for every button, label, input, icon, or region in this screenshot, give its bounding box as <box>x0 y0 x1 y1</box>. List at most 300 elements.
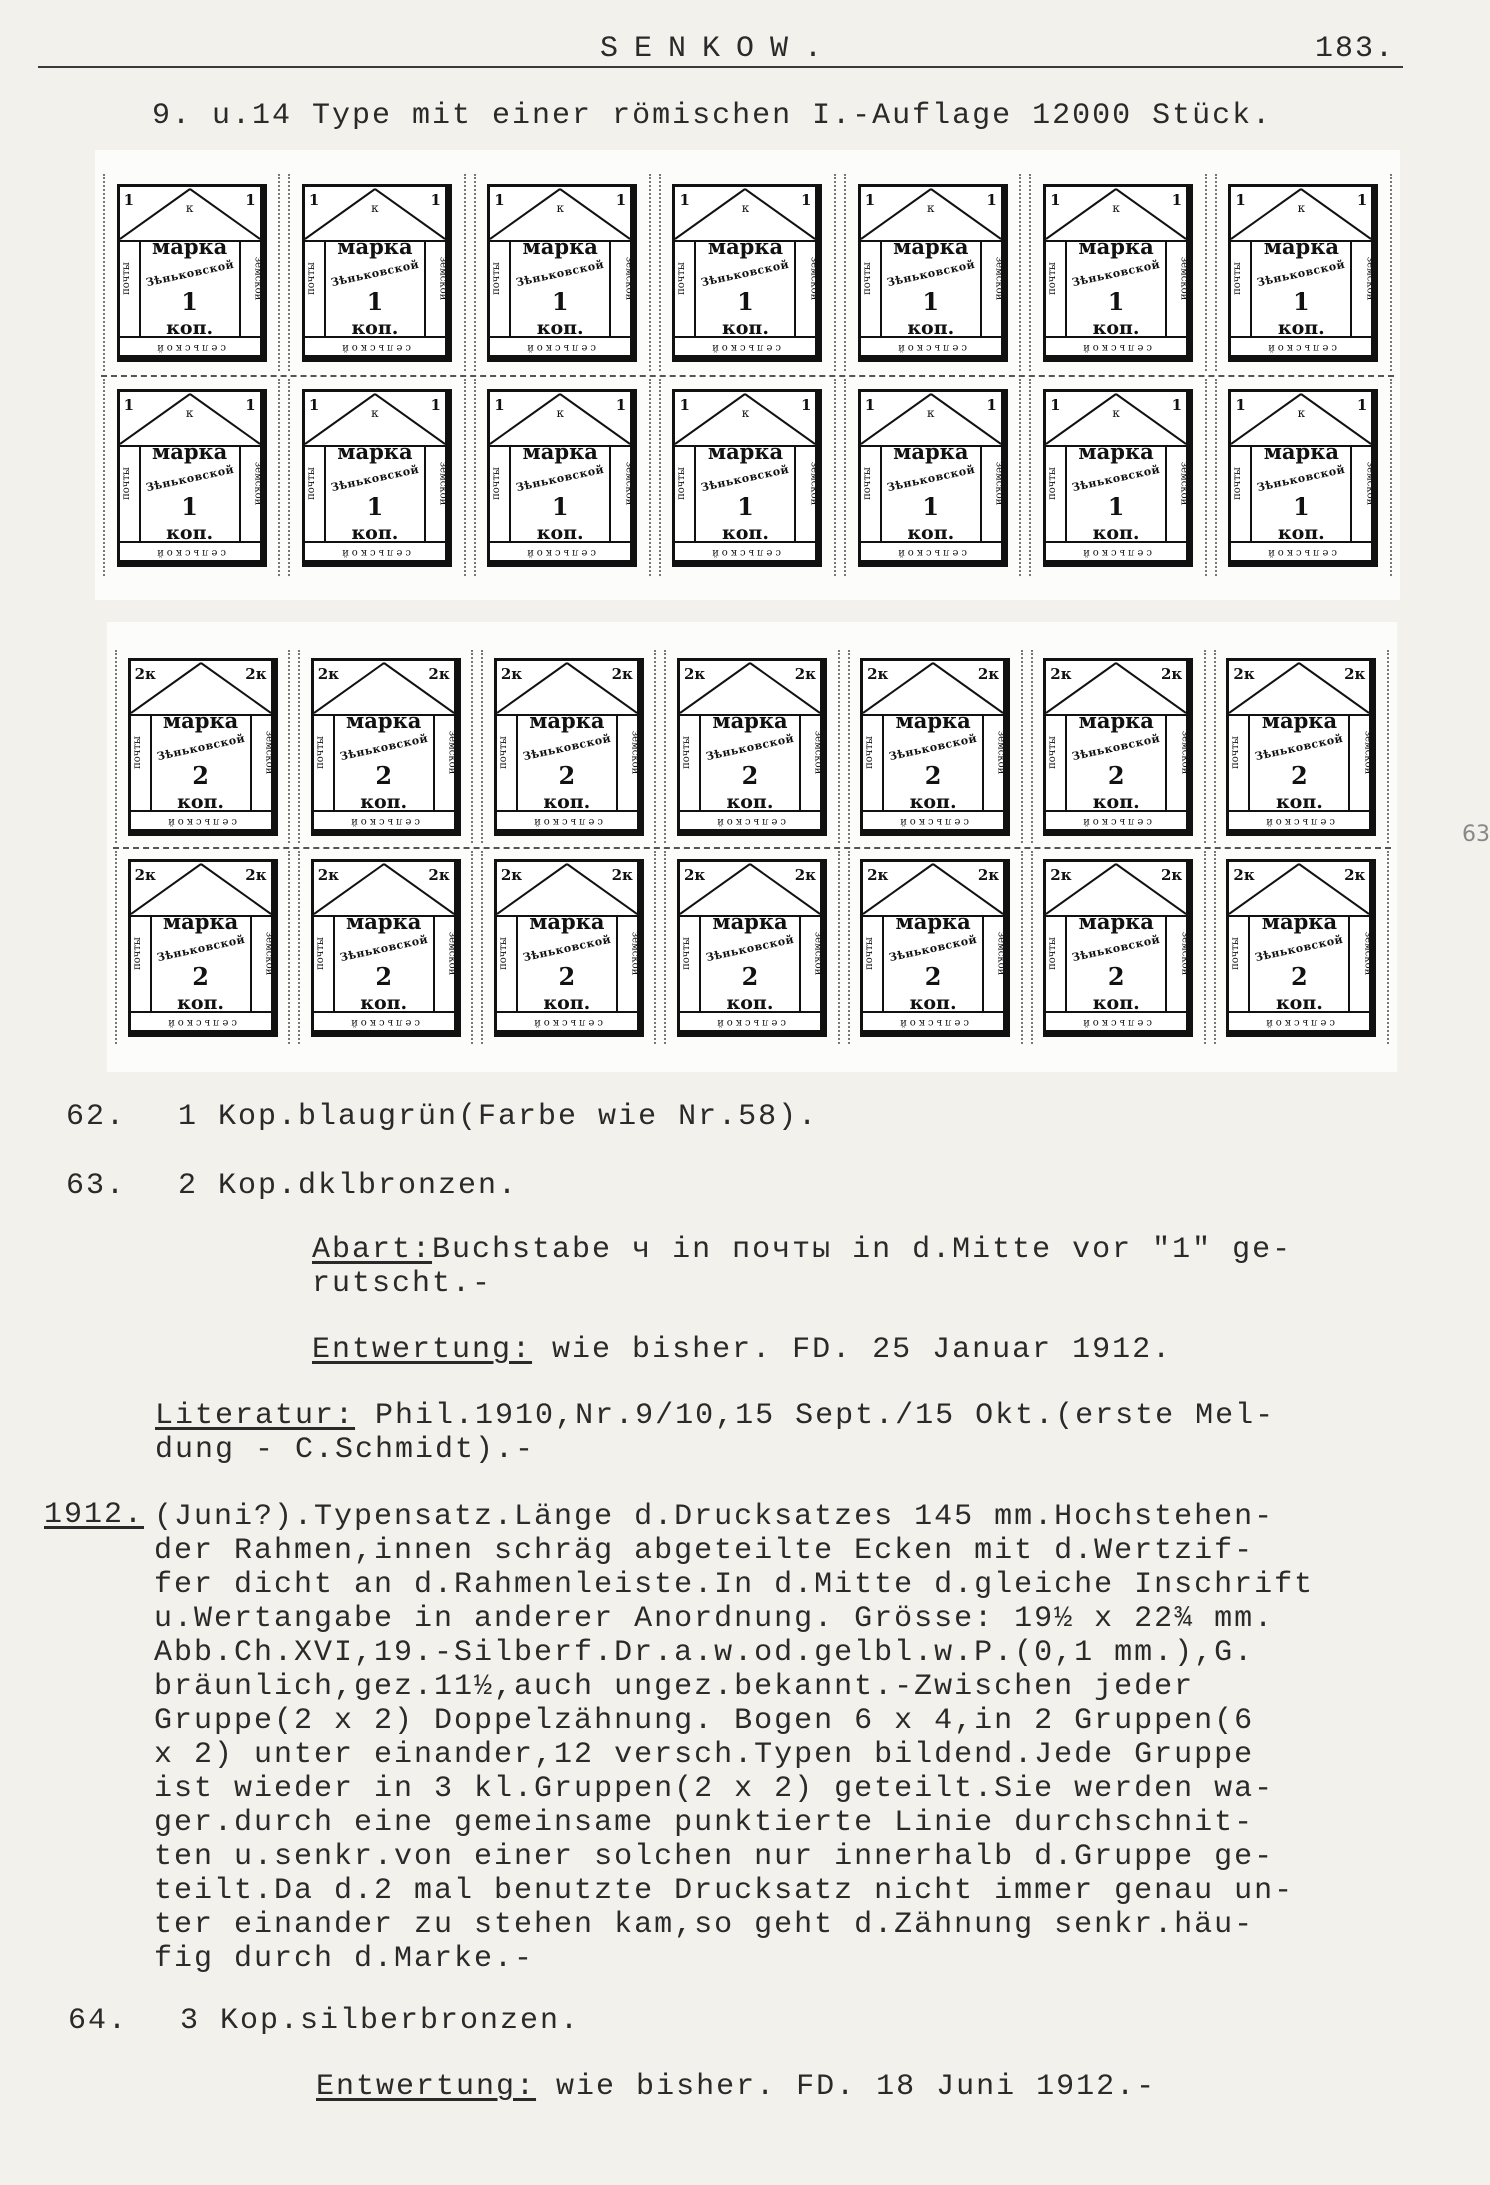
stamp-kop: коп. <box>907 521 955 544</box>
stamp-bottom-text: сельской <box>530 1016 603 1028</box>
stamp-corner-right: 2к <box>1344 664 1366 683</box>
stamp-corner-right: 1 <box>986 395 997 414</box>
abart-line-2: rutscht.- <box>312 1267 493 1301</box>
stamp-arc-text: Зѣньковской <box>514 462 606 494</box>
description-paragraph <box>154 1500 1314 1976</box>
stamp-cell <box>288 379 465 576</box>
stamp-cell <box>481 650 656 843</box>
stamp-right-text: земской <box>446 931 458 975</box>
stamp-corner-right: 2к <box>1344 865 1366 884</box>
stamp-value: 1 <box>737 286 754 316</box>
stamp-corner-right: 1 <box>1356 395 1368 414</box>
stamp-corner-right: 2к <box>428 664 450 683</box>
stamp-right-text: земской <box>1362 931 1374 975</box>
stamp-arc-text: Зѣньковской <box>521 932 613 964</box>
stamp-corner-right: 2к <box>428 865 450 884</box>
stamp-bottom-text: сельской <box>714 1016 786 1028</box>
stamp-left-text: почты <box>676 466 688 500</box>
stamp-right-text: земской <box>1178 461 1190 505</box>
stamp-marka: марка <box>346 707 422 733</box>
stamp-cell <box>848 650 1023 843</box>
stamp <box>494 658 644 836</box>
stamp-marka: марка <box>1261 908 1338 934</box>
stamp-bottom-text: сельской <box>153 341 226 353</box>
stamp-bottom-text: сельской <box>1080 546 1152 558</box>
margin-note: 63 <box>1462 822 1490 847</box>
stamp <box>311 859 461 1037</box>
stamp <box>1043 389 1193 567</box>
stamp-left-text: почты <box>497 936 509 970</box>
stamp-corner-left: 2к <box>1050 664 1072 683</box>
stamp-corner-right: 2к <box>794 865 816 884</box>
stamp-bottom-text: сельской <box>1265 546 1338 558</box>
stamp-corner-left: 1 <box>1235 395 1246 414</box>
stamp-arc-text: Зѣньковской <box>1254 731 1345 763</box>
paragraph-line: Abb.Ch.XVI,19.-Silberf.Dr.a.w.od.gelbl.w.P.(0,1 mm.),G. <box>154 1636 1255 1670</box>
stamp-value: 1 <box>1292 491 1310 521</box>
entry-number-63: 63. <box>66 1169 127 1203</box>
stamp <box>1228 389 1378 567</box>
stamp-left-text: почты <box>120 466 132 500</box>
year-heading: 1912. <box>44 1498 145 1532</box>
stamp <box>311 658 461 836</box>
stamp-corner-right: 2к <box>611 664 633 683</box>
stamp-kop: коп. <box>360 991 408 1014</box>
stamp-kop: коп. <box>536 521 584 544</box>
stamp-marka: марка <box>162 707 239 733</box>
stamp-kop: коп. <box>722 521 769 544</box>
stamp-corner-left: 2к <box>1050 865 1072 884</box>
paragraph-line: x 2) unter einander,12 versch.Typen bildend.Jede Gruppe <box>154 1738 1255 1772</box>
stamp-bottom-text: сельской <box>709 341 782 353</box>
stamp-left-text: почты <box>305 261 317 295</box>
paragraph-line: bräunlich,gez.11½,auch ungez.bekannt.-Zwischen jeder <box>154 1670 1195 1704</box>
stamp-marka: марка <box>337 233 413 259</box>
stamp-cell <box>659 379 836 576</box>
stamp-marka: марка <box>1261 707 1338 733</box>
stamp-marka: марка <box>893 233 969 259</box>
abart-line-1 <box>312 1235 1292 1265</box>
stamp-corner-left: 1 <box>308 190 320 209</box>
stamp <box>487 184 637 362</box>
stamp <box>860 658 1010 836</box>
stamp-bottom-text: сельской <box>347 1016 420 1028</box>
stamp <box>1226 658 1376 836</box>
stamp-corner-right: 1 <box>1171 395 1183 414</box>
stamp-cell <box>848 851 1023 1044</box>
stamp-marka: марка <box>522 438 598 464</box>
entwertung-label-2: Entwertung: <box>316 2070 537 2104</box>
stamp-arc-text: Зѣньковской <box>1256 462 1347 494</box>
stamp-right-text: земской <box>812 931 824 975</box>
stamp-kop: коп. <box>543 790 591 813</box>
stamp-value: 2 <box>924 760 942 790</box>
page-title: SENKOW. <box>600 32 839 66</box>
stamp-corner-right: 2к <box>245 865 267 884</box>
stamp-cell <box>288 174 465 371</box>
stamp-left-text: почты <box>491 261 503 295</box>
stamp-value: 1 <box>1292 286 1310 316</box>
stamp-center-letter: к <box>927 200 935 215</box>
stamp-right-text: земской <box>995 931 1007 975</box>
stamp-left-text: почты <box>497 735 509 769</box>
stamp-bottom-text: сельской <box>164 1016 237 1028</box>
stamp-corner-right: 2к <box>611 865 633 884</box>
stamp-cell <box>664 851 839 1044</box>
stamp-left-text: почты <box>491 466 503 500</box>
stamp-bottom-text: сельской <box>524 341 597 353</box>
stamp-center-letter: к <box>371 405 379 420</box>
stamp <box>672 184 822 362</box>
stamp-value: 1 <box>1107 491 1125 521</box>
stamp-corner-left: 2к <box>1233 865 1255 884</box>
stamp-bottom-text: сельской <box>894 341 967 353</box>
stamp <box>1043 658 1193 836</box>
stamp <box>1043 184 1193 362</box>
stamp-cell <box>115 650 290 843</box>
stamp-left-text: почты <box>680 936 692 970</box>
stamp-corner-right: 1 <box>986 190 997 209</box>
stamp-bottom-text: сельской <box>347 815 420 827</box>
stamp-center-letter: к <box>556 405 564 420</box>
stamp-bottom-text: сельской <box>524 546 597 558</box>
stamp-corner-right: 2к <box>977 865 1000 884</box>
stamp-left-text: почты <box>314 936 326 970</box>
stamp-kop: коп. <box>536 316 584 339</box>
stamp-arc-text: Зѣньковской <box>704 731 796 763</box>
stamp-kop: коп. <box>909 790 957 813</box>
stamp-corner-left: 1 <box>1050 395 1061 414</box>
stamp-corner-left: 2к <box>1233 664 1255 683</box>
stamp-center-letter: к <box>1112 405 1120 420</box>
stamp-corner-left: 2к <box>683 664 706 683</box>
stamp <box>487 389 637 567</box>
stamp-corner-right: 1 <box>430 190 441 209</box>
stamp-cell <box>844 379 1021 576</box>
paragraph-line: (Juni?).Typensatz.Länge d.Drucksatzes 145 mm.Hochstehen- <box>154 1500 1275 1534</box>
stamp-marka: марка <box>1078 707 1154 733</box>
stamp-right-text: земской <box>1362 730 1374 774</box>
stamp-corner-left: 2к <box>134 865 156 884</box>
stamp-right-text: земской <box>622 256 634 300</box>
stamp-arc-text: Зѣньковской <box>329 257 421 289</box>
stamp-kop: коп. <box>351 521 399 544</box>
stamp-bottom-text: сельской <box>1080 815 1153 827</box>
stamp <box>677 859 827 1037</box>
header-rule <box>38 66 1403 68</box>
stamp <box>117 184 267 362</box>
stamp-kop: коп. <box>351 316 399 339</box>
stamp-value: 2 <box>558 961 576 991</box>
stamp-arc-text: Зѣньковской <box>704 932 796 964</box>
stamp <box>128 859 278 1037</box>
stamp-bottom-text: сельской <box>164 815 237 827</box>
stamp-marka: марка <box>1078 908 1154 934</box>
paragraph-line: fer dicht an d.Rahmenleiste.In d.Mitte d.gleiche Inschrift <box>154 1568 1315 1602</box>
stamp-arc-text: Зѣньковской <box>338 731 429 763</box>
stamp-value: 1 <box>922 286 940 316</box>
paragraph-line: der Rahmen,innen schräg abgeteilte Ecken mit d.Wertzif- <box>154 1534 1255 1568</box>
stamp-right-text: земской <box>808 256 820 300</box>
stamp-left-text: почты <box>676 261 688 295</box>
stamp-corner-right: 1 <box>1171 190 1183 209</box>
paragraph-line: Gruppe(2 x 2) Doppelzähnung. Bogen 6 x 4,in 2 Gruppen(6 <box>154 1704 1255 1738</box>
stamp-left-text: почты <box>120 261 132 295</box>
stamp-arc-text: Зѣньковской <box>1070 257 1162 289</box>
stamp-bottom-text: сельской <box>530 815 603 827</box>
stamp-arc-text: Зѣньковской <box>1071 731 1162 763</box>
stamp-bottom-text: сельской <box>339 546 411 558</box>
stamp-marka: марка <box>895 707 971 733</box>
stamp-kop: коп. <box>726 991 774 1014</box>
stamp-bottom-text: сельской <box>339 341 411 353</box>
stamp-value: 2 <box>1107 760 1125 790</box>
stamp-value: 1 <box>1107 286 1125 316</box>
stamp-left-text: почты <box>131 735 143 769</box>
stamp-arc-text: Зѣньковской <box>887 932 979 964</box>
stamp-kop: коп. <box>1092 790 1140 813</box>
stamp-corner-left: 1 <box>864 190 876 209</box>
stamp-right-text: земской <box>629 931 641 975</box>
stamp-marka: марка <box>522 233 598 259</box>
stamp-corner-left: 1 <box>494 190 505 209</box>
stamp-right-text: земской <box>446 730 458 774</box>
stamp <box>302 389 452 567</box>
stamp-center-letter: к <box>185 200 194 215</box>
stamp-marka: марка <box>895 908 971 934</box>
stamp <box>1228 184 1378 362</box>
stamp-arc-text: Зѣньковской <box>155 932 246 964</box>
stamp-bottom-text: сельской <box>1265 341 1338 353</box>
stamp-corner-right: 1 <box>801 395 812 414</box>
stamp-kop: коп. <box>1275 991 1323 1014</box>
literatur-line-2: dung - C.Schmidt).- <box>155 1433 536 1467</box>
stamp-value: 2 <box>375 961 393 991</box>
stamp-cell <box>664 650 839 843</box>
stamp-center-letter: к <box>927 405 935 420</box>
stamp <box>672 389 822 567</box>
stamp-cell <box>115 851 290 1044</box>
stamp-left-text: почты <box>861 466 873 500</box>
stamp-left-text: почты <box>1232 466 1244 500</box>
stamp-center-letter: к <box>1112 200 1120 215</box>
stamp-arc-text: Зѣньковской <box>338 932 429 964</box>
stamp-left-text: почты <box>131 936 143 970</box>
stamp-right-text: земской <box>808 461 820 505</box>
stamp-corner-left: 1 <box>308 395 320 414</box>
stamp-right-text: земской <box>437 461 449 505</box>
stamp-kop: коп. <box>177 790 225 813</box>
stamp-right-text: земской <box>1178 730 1190 774</box>
stamp-arc-text: Зѣньковской <box>887 731 979 763</box>
stamp-corner-right: 1 <box>245 395 256 414</box>
entwertung-label: Entwertung: <box>312 1333 533 1367</box>
stamp-cell <box>1029 174 1206 371</box>
stamp-corner-right: 1 <box>615 395 627 414</box>
stamp-center-letter: к <box>1297 405 1306 420</box>
stamp-marka: марка <box>337 438 413 464</box>
stamp <box>677 658 827 836</box>
stamp-left-text: почты <box>1046 466 1058 500</box>
stamp-left-text: почты <box>305 466 317 500</box>
stamp-corner-left: 1 <box>494 395 505 414</box>
stamp-corner-right: 1 <box>615 190 627 209</box>
stamp-cell <box>298 650 473 843</box>
stamp-kop: коп. <box>543 991 591 1014</box>
stamp-arc-text: Зѣньковской <box>1254 932 1345 964</box>
stamp-kop: коп. <box>360 790 408 813</box>
stamp-arc-text: Зѣньковской <box>1256 257 1347 289</box>
entwertung-text-2: wie bisher. FD. 18 Juni 1912.- <box>536 2070 1157 2104</box>
paragraph-line: ten u.senkr.von einer solchen nur innerhalb d.Gruppe ge- <box>154 1840 1275 1874</box>
stamp-left-text: почты <box>314 735 326 769</box>
stamp-marka: марка <box>1078 438 1154 464</box>
stamp-marka: марка <box>893 438 969 464</box>
stamp-value: 1 <box>181 491 198 521</box>
paragraph-line: fig durch d.Marke.- <box>154 1942 535 1976</box>
stamp-bottom-text: сельской <box>1263 1016 1336 1028</box>
stamp-arc-text: Зѣньковской <box>155 731 246 763</box>
stamp <box>860 859 1010 1037</box>
stamp-cell <box>103 174 280 371</box>
stamp-corner-left: 2к <box>317 664 339 683</box>
stamp-kop: коп. <box>1277 316 1325 339</box>
stamp-arc-text: Зѣньковской <box>1071 932 1162 964</box>
stamp-marka: марка <box>346 908 422 934</box>
stamp-sheet-1kop <box>95 150 1400 600</box>
stamp-cell <box>474 379 651 576</box>
stamp-marka: марка <box>151 438 228 464</box>
stamp-marka: марка <box>712 908 788 934</box>
stamp-left-text: почты <box>864 735 876 769</box>
sheet-caption: 9. u.14 Type mit einer römischen I.-Auflage 12000 Stück. <box>152 99 1273 133</box>
stamp-bottom-text: сельской <box>714 815 786 827</box>
stamp-bottom-text: сельской <box>1080 341 1152 353</box>
entry-number-64: 64. <box>68 2004 129 2038</box>
stamp-cell <box>474 174 651 371</box>
stamp-marka: марка <box>529 707 605 733</box>
stamp-value: 1 <box>551 286 569 316</box>
stamp-left-text: почты <box>864 936 876 970</box>
stamp <box>1226 859 1376 1037</box>
stamp-corner-right: 1 <box>1356 190 1368 209</box>
stamp-bottom-text: сельской <box>1263 815 1336 827</box>
stamp-marka: марка <box>712 707 788 733</box>
stamp-center-letter: к <box>741 200 750 215</box>
stamp-arc-text: Зѣньковской <box>144 462 235 494</box>
stamp-center-letter: к <box>371 200 379 215</box>
stamp-cell <box>844 174 1021 371</box>
stamp-kop: коп. <box>909 991 957 1014</box>
stamp <box>117 389 267 567</box>
stamp-right-text: земской <box>1178 256 1190 300</box>
stamp-kop: коп. <box>166 521 214 544</box>
stamp-value: 2 <box>375 760 393 790</box>
stamp-left-text: почты <box>1232 261 1244 295</box>
stamp-left-text: почты <box>1230 936 1242 970</box>
stamp-corner-right: 1 <box>430 395 441 414</box>
stamp <box>858 389 1008 567</box>
stamp-right-text: земской <box>252 461 264 505</box>
stamp-center-letter: к <box>556 200 564 215</box>
stamp-cell <box>298 851 473 1044</box>
stamp-kop: коп. <box>1092 521 1140 544</box>
paragraph-line: u.Wertangabe in anderer Anordnung. Grösse: 19½ x 22¾ mm. <box>154 1602 1275 1636</box>
stamp-cell <box>1031 650 1206 843</box>
stamp-kop: коп. <box>1275 790 1323 813</box>
stamp-center-letter: к <box>185 405 194 420</box>
stamp-corner-right: 2к <box>794 664 816 683</box>
entry-text-63: 2 Kop.dklbronzen. <box>178 1169 519 1203</box>
paragraph-line: ist wieder in 3 kl.Gruppen(2 x 2) geteilt.Sie werden wa- <box>154 1772 1275 1806</box>
stamp <box>1043 859 1193 1037</box>
stamp-corner-left: 1 <box>679 395 690 414</box>
stamp-corner-right: 2к <box>1160 664 1183 683</box>
stamp-value: 2 <box>741 760 759 790</box>
stamp-arc-text: Зѣньковской <box>144 257 235 289</box>
stamp-marka: марка <box>1078 233 1154 259</box>
stamp-marka: марка <box>1263 233 1339 259</box>
stamp-bottom-text: сельской <box>1080 1016 1153 1028</box>
stamp-arc-text: Зѣньковской <box>514 257 606 289</box>
stamp-corner-right: 1 <box>801 190 812 209</box>
stamp-value: 2 <box>1107 961 1125 991</box>
stamp-value: 1 <box>366 491 384 521</box>
literatur-text: Phil.1910,Nr.9/10,15 Sept./15 Okt.(erste Mel- <box>355 1399 1276 1433</box>
stamp-right-text: земской <box>437 256 449 300</box>
stamp-arc-text: Зѣньковской <box>521 731 613 763</box>
stamp-right-text: земской <box>1364 256 1375 300</box>
stamp-cell <box>481 851 656 1044</box>
stamp-corner-left: 1 <box>123 395 135 414</box>
stamp-corner-left: 2к <box>500 664 523 683</box>
stamp-kop: коп. <box>726 790 774 813</box>
stamp-bottom-text: сельской <box>709 546 782 558</box>
page-number: 183. <box>1315 32 1396 66</box>
stamp-corner-right: 2к <box>245 664 267 683</box>
stamp-left-text: почты <box>1230 735 1242 769</box>
stamp-left-text: почты <box>1047 735 1059 769</box>
entry-text-64: 3 Kop.silberbronzen. <box>180 2004 581 2038</box>
stamp-right-text: земской <box>993 461 1005 505</box>
stamp-kop: коп. <box>722 316 769 339</box>
stamp-right-text: земской <box>263 931 275 975</box>
paragraph-line: ger.durch eine gemeinsame punktierte Linie durchschnit- <box>154 1806 1255 1840</box>
stamp-value: 2 <box>192 760 209 790</box>
stamp-right-text: земской <box>995 730 1007 774</box>
stamp-cell <box>1215 174 1392 371</box>
stamp-corner-left: 1 <box>1235 190 1246 209</box>
stamp-right-text: земской <box>993 256 1005 300</box>
entwertung-64 <box>316 2072 1156 2102</box>
stamp-value: 2 <box>192 961 209 991</box>
stamp-corner-right: 2к <box>977 664 1000 683</box>
stamp-right-text: земской <box>1178 931 1190 975</box>
stamp-left-text: почты <box>1047 936 1059 970</box>
stamp-bottom-text: сельской <box>894 546 967 558</box>
stamp-kop: коп. <box>166 316 214 339</box>
stamp-cell <box>1215 379 1392 576</box>
stamp-left-text: почты <box>1046 261 1058 295</box>
stamp-kop: коп. <box>177 991 225 1014</box>
entwertung-text: wie bisher. FD. 25 Januar 1912. <box>532 1333 1173 1367</box>
stamp <box>858 184 1008 362</box>
stamp-value: 1 <box>922 491 940 521</box>
stamp-right-text: земской <box>812 730 824 774</box>
stamp-value: 2 <box>924 961 942 991</box>
stamp-value: 1 <box>551 491 569 521</box>
stamp-marka: марка <box>162 908 239 934</box>
